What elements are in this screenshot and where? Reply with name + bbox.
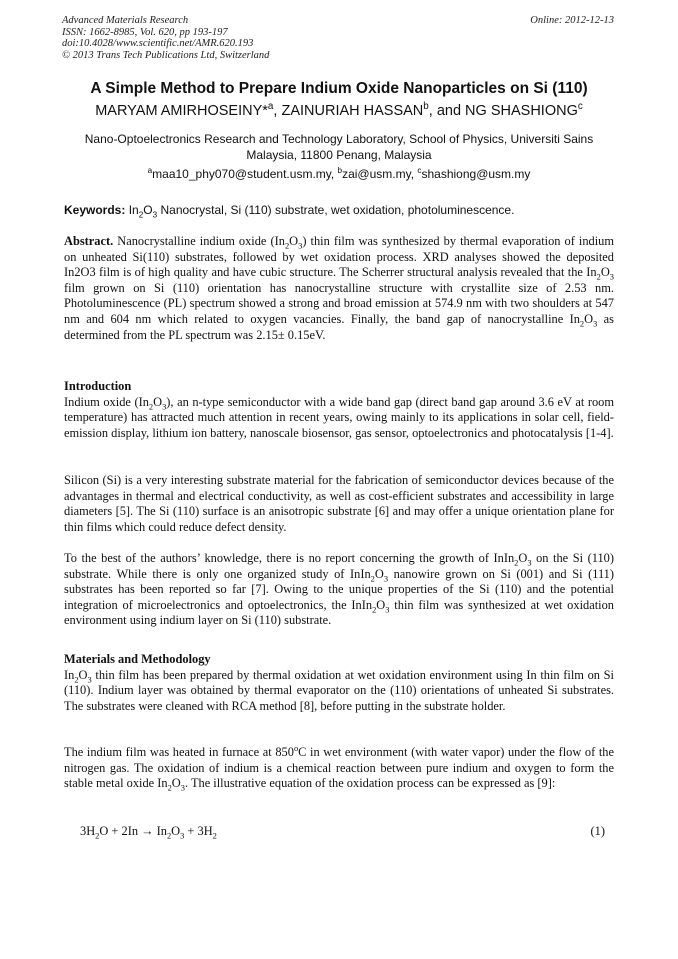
subscript: 2 [372, 604, 377, 615]
equation-term: O + 2In → In [99, 824, 167, 838]
introduction-section [64, 379, 614, 441]
journal-name: Advanced Materials Research [62, 15, 189, 26]
affiliation: Nano-Optoelectronics Research and Technology Laboratory, School of Physics, Universiti Sains Malaysia, 11800 Penang, Malaysia [84, 132, 594, 162]
text-run: In [64, 667, 75, 682]
subscript: 3 [527, 557, 532, 568]
email-c: shashiong@usm.my [421, 167, 531, 181]
author-1-sup: a [267, 101, 274, 113]
copyright-line: © 2013 Trans Tech Publications Ltd, Switzerland [62, 49, 270, 61]
knowledge-paragraph [64, 551, 614, 629]
keywords-text: Nanocrystal, Si (110) substrate, wet oxidation, photoluminescence. [160, 203, 515, 217]
author-line: MARYAM AMIRHOSEINY*$^a$, ZAINURIAH HASSAN$^b$, and NG SHASHIONG$^c$ [95, 101, 583, 119]
text-run: thin film has been prepared by thermal oxidation at wet oxidation environment using In thin film on Si (110). Indium layer was obtained by thermal evaporator on the (110) orientations of unheated Si substrates. The substrates were cleaned with RCA method [8], before putting in the substrate holder. [64, 667, 614, 713]
abstract-label: Abstract. [64, 234, 114, 248]
subscript: 3 [609, 271, 614, 282]
abstract-paragraph: Abstract. Nanocrystalline indium oxide $(In_2O_3)$ thin film was synthesized by thermal evaporation of indium on unheated Si(110) substrates, followed by wet oxidation process. XRD analyses showed the deposited In2O3 film is of high quality and have cubic structure. The Scherrer structural analysis revealed that the $In_2O_3$ film grown on Si (110) orientation has nanocrystalline structure with crystallite size of 2.53 nm. Photoluminescence (PL) spectrum showed a strong and broad emission at 574.9 nm with two shoulders at 547 nm and 604 nm which related to oxygen vacancies. Finally, the band gap of nanocrystalline $In_2O_3$ as determined from the PL spectrum was 2.15± 0.15eV. [64, 234, 615, 342]
online-date: Online: 2012-12-13 [530, 15, 614, 26]
subscript: 2 [166, 830, 172, 841]
paper-title: A Simple Method to Prepare Indium Oxide Nanoparticles on Si (110) [90, 80, 588, 97]
intro-paragraph-3: To the best of the authors’ knowledge, there is no report concerning the growth of $InIn_2O_3$ on the Si (110) substrate. While there is only one organized study of $InIn_2O_3$ nanowire grown on Si (001) and Si (111) substrates has been reported so far [7]. Owing to the unique properties of the Si (110) and the potential integration of microelectronics and optoelectronics, the $InIn_2O_3$ thin film was synthesized at wet oxidation environment using indium layer on Si (110) substrate. [64, 551, 615, 628]
text-run: Indium oxide (In [64, 394, 149, 409]
subscript: 2 [167, 782, 172, 793]
subscript: 3 [593, 318, 598, 329]
author-2-sup: b [423, 101, 429, 113]
equation-number: (1) [590, 824, 605, 838]
text-run: Nanocrystalline indium oxide (In [113, 234, 285, 248]
subscript: 3 [298, 240, 303, 251]
intro-paragraph-2: Silicon (Si) is a very interesting substrate material for the fabrication of semiconductor devices because of the advantages in thermal and electrical conductivity, as well as cost-efficient substrates and accessibility in large diameters [5]. The Si (110) surface is an anisotropic substrate [6] and may offer a unique orientation plane for thin films which could reduce defect density. [64, 473, 614, 534]
author-3: and NG SHASHIONG [436, 103, 578, 119]
subscript: 3 [180, 830, 185, 841]
subscript: 2 [138, 210, 144, 220]
email-a: maa10_phy070@student.usm.my, [152, 167, 338, 181]
subscript: 2 [148, 401, 154, 412]
subscript: 2 [212, 830, 217, 841]
subscript: 3 [180, 782, 185, 793]
keywords-label: Keywords: [64, 203, 126, 217]
author-3-sup: c [577, 101, 583, 113]
abstract [64, 234, 614, 343]
text-run: C in wet environment (with water vapor) under the flow of the nitrogen gas. The oxidation of indium is a chemical reaction between pure indium and oxygen to form the stable metal oxide In [64, 745, 614, 791]
subscript: 2 [370, 573, 375, 584]
email-b: zai@usm.my, [342, 167, 418, 181]
author-1: MARYAM AMIRHOSEINY* [95, 103, 268, 119]
text-run: The indium film was heated in furnace at 850 [64, 745, 294, 759]
materials-heading: Materials and Methodology [64, 652, 211, 666]
issn-line: ISSN: 1662-8985, Vol. 620, pp 193-197 [62, 26, 228, 38]
keywords: Keywords: $In_2O_3$ Nanocrystal, Si (110) substrate, wet oxidation, photoluminescence. [64, 203, 515, 220]
text-run: To the best of the authors’ knowledge, there is no report concerning the growth of In [64, 551, 504, 565]
text-run: film grown on Si (110) orientation has nanocrystalline structure with crystallite size of 2.53 nm. Photoluminescence (PL) spectrum showed a strong and broad emission at 574.9 nm with two shoulders at 547 nm and 604 nm which related to oxygen vacancies. Finally, the band gap of nanocrystalline In [64, 280, 614, 326]
subscript: 2 [95, 830, 100, 841]
subscript: 2 [596, 271, 601, 282]
materials-paragraph-2: The indium film was heated in furnace at 850$^o$C in wet environment (with water vapor) under the flow of the nitrogen gas. The oxidation of indium is a chemical reaction between pure indium and oxygen to form the stable metal oxide $In_2O_3$. The illustrative equation of the oxidation process can be expressed as [9]: [64, 742, 614, 793]
subscript: 2 [284, 240, 290, 251]
text-run: on the Si (110) substrate. While there is only one organized study of In [64, 551, 614, 581]
equation-1: $3H_2O + 2In \to In_2O_3 + 3H_2$ (1) [80, 824, 605, 841]
email-a-sup: a [147, 166, 153, 175]
email-c-sup: c [417, 166, 422, 175]
subscript: 2 [579, 318, 585, 329]
email-line [0, 167, 678, 181]
equation-term: 3H [80, 824, 96, 838]
materials-section [64, 652, 614, 714]
text-run: as determined from the PL spectrum was 2.15± 0.15eV. [64, 311, 615, 342]
subscript: 3 [385, 604, 390, 615]
text-run: ) thin film was synthesized by thermal evaporation of indium on unheated Si(110) substrates, followed by wet oxidation process. XRD analyses showed the deposited In2O3 film is of high quality and have cubic structure. The Scherrer structural analysis revealed that the In [64, 234, 615, 280]
equation-term: + 3H [184, 824, 213, 838]
subscript: 3 [87, 674, 92, 685]
subscript: 2 [514, 557, 519, 568]
text-run: nanowire grown on Si (001) and Si (111) substrates has been reported so far [7]. Owing to the unique properties of the Si (110) and the potential integration of microelectronics and optoelectronics, the In [64, 566, 615, 612]
materials-paragraph-1: $In_2O_3$ thin film has been prepared by thermal oxidation at wet oxidation environment using In thin film on Si (110). Indium layer was obtained by thermal evaporator on the (110) orientations of unheated Si substrates. The substrates were cleaned with RCA method [8], before putting in the substrate holder. [64, 667, 614, 713]
text-run: ), an n-type semiconductor with a wide band gap (direct band gap around 3.6 eV at room temperature) has attracted much attention in recent years, owing mainly to its applications in solar cell, field-emission display, lithium ion battery, nanoscale biosensor, gas sensor, optoelectronics and photocatalysis [1-4]. [64, 394, 614, 440]
subscript: 2 [74, 674, 79, 685]
silicon-paragraph [64, 473, 614, 535]
furnace-paragraph [64, 742, 614, 793]
intro-paragraph-1: Indium oxide $(In_2O_3)$, an n-type semiconductor with a wide band gap (direct band gap around 3.6 eV at room temperature) has attracted much attention in recent years, owing mainly to its applications in solar cell, field-emission display, lithium ion battery, nanoscale biosensor, gas sensor, optoelectronics and photocatalysis [1-4]. [64, 394, 614, 440]
subscript: 3 [162, 401, 167, 412]
email-b-sup: b [337, 166, 343, 175]
subscript: 3 [383, 573, 389, 584]
degree-sup: o [293, 742, 299, 753]
journal-header [62, 15, 269, 61]
text-run: thin film was synthesized at wet oxidation environment using indium layer on Si (110) substrate. [64, 597, 614, 628]
text-run: . The illustrative equation of the oxidation process can be expressed as [9]: [184, 776, 556, 791]
doi-line: doi:10.4028/www.scientific.net/AMR.620.193 [62, 38, 254, 49]
introduction-heading: Introduction [64, 379, 132, 393]
author-2: ZAINURIAH HASSAN [281, 103, 424, 119]
subscript: 3 [152, 210, 158, 220]
